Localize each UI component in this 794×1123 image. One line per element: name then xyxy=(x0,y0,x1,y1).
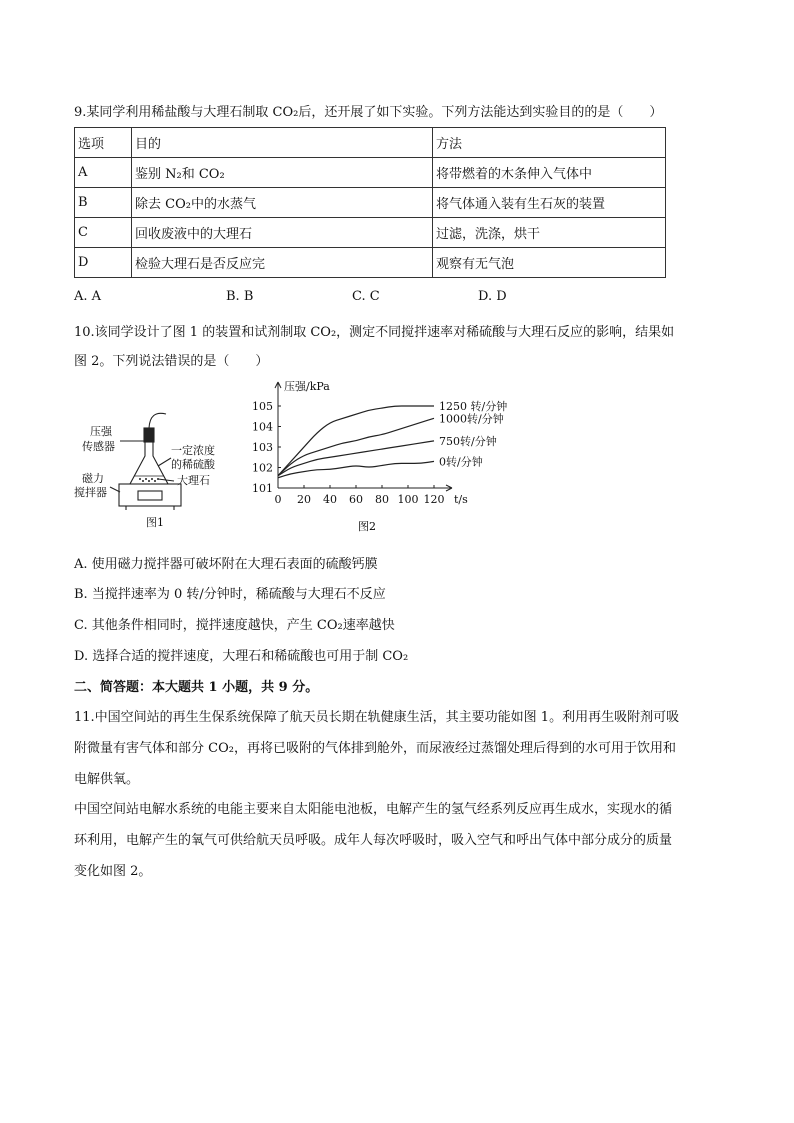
table-cell: 将带燃着的木条伸入气体中 xyxy=(433,158,666,188)
q10-option-b[interactable]: B. 当搅拌速率为 0 转/分钟时，稀硫酸与大理石不反应 xyxy=(74,587,386,602)
y-tick-label: 103 xyxy=(252,441,273,454)
x-tick-label: 60 xyxy=(349,493,363,506)
label-marble: 大理石 xyxy=(177,474,210,487)
table-cell: 鉴别 N₂和 CO₂ xyxy=(132,158,433,188)
label-acid: 的稀硫酸 xyxy=(171,458,215,471)
q10-stem-line2: 图 2。下列说法错误的是（ ） xyxy=(74,354,269,369)
table-header-row xyxy=(75,128,666,158)
x-tick-label: 20 xyxy=(297,493,311,506)
series-line xyxy=(278,441,434,476)
magnetic-stirrer-icon xyxy=(119,484,181,506)
q11-line: 附微量有害气体和部分 CO₂，再将已吸附的气体排到舱外，而尿液经过蒸馏处理后得到的水可用于饮用和 xyxy=(74,741,676,756)
table-cell: D xyxy=(75,248,132,278)
series-label: 0转/分钟 xyxy=(439,455,483,469)
series-line xyxy=(278,418,434,475)
x-tick-label: 80 xyxy=(375,493,389,506)
choice-d[interactable]: D. D xyxy=(478,289,507,304)
q10-stem-line1: 10.该同学设计了图 1 的装置和试剂制取 CO₂，测定不同搅拌速率对稀硫酸与大理石反应的影响，结果如 xyxy=(74,325,675,340)
table-cell: C xyxy=(75,218,132,248)
series-label: 1250 转/分钟 xyxy=(439,400,508,413)
y-tick-label: 102 xyxy=(252,461,273,475)
q11-line: 11.中国空间站的再生生保系统保障了航天员长期在轨健康生活，其主要功能如图 1。利用再生吸附剂可吸 xyxy=(74,710,680,725)
sensor-cable-icon xyxy=(149,413,166,428)
table-header-cell: 方法 xyxy=(433,128,666,158)
table-row xyxy=(75,248,666,278)
q10-option-d[interactable]: D. 选择合适的搅拌速度，大理石和稀硫酸也可用于制 CO₂ xyxy=(74,649,409,664)
pressure-chart xyxy=(246,378,531,538)
table-cell: 观察有无气泡 xyxy=(433,248,666,278)
choice-b[interactable]: B. B xyxy=(226,289,254,304)
x-tick-label: 0 xyxy=(274,493,282,506)
label-acid: 一定浓度 xyxy=(171,444,215,457)
table-header-cell: 选项 xyxy=(75,128,132,158)
table-header-cell: 目的 xyxy=(132,128,433,158)
q11-line: 中国空间站电解水系统的电能主要来自太阳能电池板，电解产生的氢气经系列反应再生成水，实现水的循 xyxy=(74,802,673,817)
choice-a[interactable]: A. A xyxy=(74,289,102,304)
label-stirrer: 磁力 xyxy=(82,472,104,485)
stirrer-display-icon xyxy=(138,491,162,500)
y-tick-label: 105 xyxy=(252,400,273,413)
label-sensor: 压强 xyxy=(90,425,112,438)
section-title: 二、简答题：本大题共 1 小题，共 9 分。 xyxy=(74,680,319,695)
q11-line: 环利用，电解产生的氧气可供给航天员呼吸。成年人每次呼吸时，吸入空气和呼出气体中部分成分的质量 xyxy=(74,833,673,848)
fig2-caption: 图2 xyxy=(358,520,376,533)
q10-option-c[interactable]: C. 其他条件相同时，搅拌速度越快，产生 CO₂速率越快 xyxy=(74,618,395,633)
series-label: 1000转/分钟 xyxy=(439,412,504,426)
label-sensor: 传感器 xyxy=(82,440,115,453)
apparatus-figure xyxy=(74,378,249,538)
table-row xyxy=(75,158,666,188)
q9-choices xyxy=(74,289,674,307)
table-cell: 回收废液中的大理石 xyxy=(132,218,433,248)
table-cell: 过滤，洗涤，烘干 xyxy=(433,218,666,248)
x-tick-label: 100 xyxy=(397,493,419,506)
series-label: 750转/分钟 xyxy=(439,434,497,448)
table-cell: 将气体通入装有生石灰的装置 xyxy=(433,188,666,218)
y-tick-label: 104 xyxy=(252,420,273,434)
q9-table xyxy=(74,127,666,278)
q10-option-a[interactable]: A. 使用磁力搅拌器可破坏附在大理石表面的硫酸钙膜 xyxy=(74,557,378,572)
y-axis-label: 压强/kPa xyxy=(284,380,330,393)
table-row xyxy=(75,188,666,218)
y-tick-label: 101 xyxy=(252,482,273,495)
table-cell: 检验大理石是否反应完 xyxy=(132,248,433,278)
table-row xyxy=(75,218,666,248)
x-tick-label: 40 xyxy=(323,493,337,506)
pressure-sensor-icon xyxy=(144,428,154,442)
x-axis-label: t/s xyxy=(454,493,468,506)
q11-line: 变化如图 2。 xyxy=(74,864,152,879)
q9-stem: 9.某同学利用稀盐酸与大理石制取 CO₂后，还开展了如下实验。下列方法能达到实验目的的是（ ） xyxy=(74,105,663,120)
table-cell: A xyxy=(75,158,132,188)
q10-figures xyxy=(74,378,544,538)
x-tick-label: 120 xyxy=(423,493,445,506)
q11-line: 电解供氧。 xyxy=(74,772,140,787)
choice-c[interactable]: C. C xyxy=(352,289,380,304)
label-stirrer: 搅拌器 xyxy=(74,486,107,499)
table-cell: 除去 CO₂中的水蒸气 xyxy=(132,188,433,218)
table-cell: B xyxy=(75,188,132,218)
fig1-caption: 图1 xyxy=(146,516,164,529)
